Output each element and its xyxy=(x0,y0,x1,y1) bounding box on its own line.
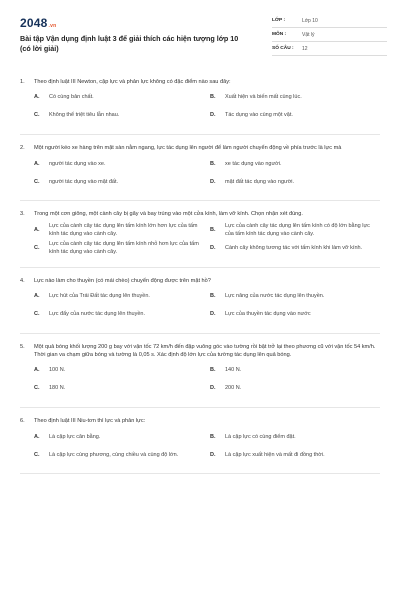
meta-value: 12 xyxy=(302,45,308,52)
logo-text: 2048 xyxy=(20,16,48,30)
option-text: Xuất hiện và biến mất cùng lúc. xyxy=(225,94,302,101)
option-text: Lực của cành cây tác dụng lên tấm kính có độ lớn bằng lực của tấm kính tác dụng vào cành cây. xyxy=(225,222,370,237)
answer-options xyxy=(20,288,380,324)
question-text xyxy=(20,277,380,285)
answer-options xyxy=(20,155,380,191)
option-text: Lực của thuyền tác dụng vào nước xyxy=(225,310,311,317)
answer-option[interactable] xyxy=(210,222,380,240)
option-text: 180 N. xyxy=(49,385,66,392)
option-text: Lực hút của Trái Đất tác dụng lên thuyền. xyxy=(49,292,150,299)
meta-value: Lớp 10 xyxy=(302,17,318,24)
option-text: Lực của cành cây tác dụng lên tấm kính nhỏ hơn lực của tấm kính tác dụng vào cành cây. xyxy=(49,240,199,255)
question-divider xyxy=(20,134,380,135)
answer-option[interactable] xyxy=(210,288,380,306)
option-letter: A. xyxy=(34,367,40,374)
question-number: 6. xyxy=(20,418,25,425)
question-number: 3. xyxy=(20,211,25,218)
answer-option[interactable] xyxy=(34,240,204,258)
question-number: 1. xyxy=(20,79,25,85)
answer-option[interactable] xyxy=(34,446,204,464)
answer-options xyxy=(20,89,380,125)
meta-value: Vật lý xyxy=(302,31,315,38)
question-item xyxy=(20,277,380,334)
site-logo[interactable] xyxy=(20,16,56,30)
answer-option[interactable] xyxy=(34,107,204,125)
question-text xyxy=(20,417,380,425)
option-text: người tác dụng vào mặt đất. xyxy=(49,178,119,185)
option-letter: B. xyxy=(210,433,216,440)
question-item xyxy=(20,144,380,201)
option-letter: C. xyxy=(34,310,40,317)
question-divider xyxy=(20,333,380,334)
answer-options xyxy=(20,362,380,398)
option-letter: D. xyxy=(210,244,216,251)
option-text: Cành cây không tương tác với tấm kính khi làm vỡ kính. xyxy=(225,244,363,251)
option-letter: A. xyxy=(34,94,40,101)
question-body: Lực nào làm cho thuyền (có mái chèo) chuyển động được trên mặt hồ? xyxy=(34,277,211,284)
meta-label: SỐ CÂU : xyxy=(272,46,294,51)
question-body: Một quả bóng khối lượng 200 g bay với vận tốc 72 km/h đến đập vuông góc vào tường rồi bật trở lại theo phương cũ với vận tốc 54 km/h. Thời gian va chạm giữa bóng và tường là 0,05 s. Xác định độ lớn lực của tường tác dụng lên quả bóng. xyxy=(34,343,376,359)
option-letter: D. xyxy=(210,112,216,119)
answer-option[interactable] xyxy=(34,288,204,306)
answer-option[interactable] xyxy=(210,155,380,173)
question-item xyxy=(20,210,380,267)
option-text: Lực đẩy của nước tác dụng lên thuyền. xyxy=(49,310,145,317)
question-item xyxy=(20,417,380,474)
meta-row-subject xyxy=(272,28,387,42)
option-text: Lực của cành cây tác dụng lên tấm kính lớn hơn lực của tấm kính tác dụng vào cành cây. xyxy=(49,222,198,237)
answer-option[interactable] xyxy=(210,428,380,446)
option-text: Lực nâng của nước tác dụng lên thuyền. xyxy=(225,292,325,299)
answer-option[interactable] xyxy=(34,306,204,324)
answer-options xyxy=(20,222,380,258)
answer-option[interactable] xyxy=(34,380,204,398)
question-divider xyxy=(20,407,380,408)
answer-option[interactable] xyxy=(34,155,204,173)
question-divider xyxy=(20,473,380,474)
answer-option[interactable] xyxy=(34,173,204,191)
option-text: 140 N. xyxy=(225,367,242,374)
question-body: Theo định luật III Niu-tơn thì lực và phản lực: xyxy=(34,418,146,425)
option-letter: B. xyxy=(210,160,216,167)
option-text: người tác dụng vào xe. xyxy=(49,160,106,167)
option-text: Không thể triệt tiêu lẫn nhau. xyxy=(49,112,120,119)
option-text: 200 N. xyxy=(225,385,242,392)
option-text: mặt đất tác dụng vào người. xyxy=(225,178,295,185)
answer-option[interactable] xyxy=(210,380,380,398)
document-meta xyxy=(272,14,387,56)
option-letter: A. xyxy=(34,160,40,167)
option-text: Tác dụng vào cùng một vật. xyxy=(225,112,293,119)
question-text xyxy=(20,343,380,359)
answer-option[interactable] xyxy=(210,89,380,107)
answer-option[interactable] xyxy=(34,362,204,380)
option-letter: C. xyxy=(34,385,40,392)
question-body: Một người kéo xe hàng trên mặt sàn nằm ngang, lực tác dụng lên người để làm người chuyển động về phía trước là lực mà xyxy=(34,145,342,152)
meta-row-grade xyxy=(272,14,387,28)
document-title: Bài tập Vận dụng định luật 3 để giải thích các hiện tượng lớp 10 (có lời giải) xyxy=(20,34,239,53)
answer-option[interactable] xyxy=(34,222,204,240)
option-letter: D. xyxy=(210,178,216,185)
option-letter: D. xyxy=(210,451,216,458)
answer-option[interactable] xyxy=(210,107,380,125)
option-text: Là cặp lực cùng phương, cùng chiều và cùng độ lớn. xyxy=(49,451,179,458)
option-letter: B. xyxy=(210,94,216,101)
question-number: 4. xyxy=(20,277,25,284)
question-item xyxy=(20,343,380,408)
option-letter: D. xyxy=(210,385,216,392)
answer-option[interactable] xyxy=(34,428,204,446)
question-item xyxy=(20,78,380,135)
option-letter: A. xyxy=(34,433,40,440)
option-letter: C. xyxy=(34,244,40,251)
answer-option[interactable] xyxy=(210,240,380,258)
question-body: Trong một cơn giông, một cành cây bị gãy và bay trúng vào một cửa kính, làm vỡ kính. Chọn nhận xét đúng. xyxy=(34,211,303,218)
logo-domain: .vn xyxy=(48,23,57,29)
option-letter: C. xyxy=(34,112,40,119)
question-list xyxy=(20,78,380,483)
option-letter: B. xyxy=(210,367,216,374)
option-letter: A. xyxy=(34,226,40,233)
answer-options xyxy=(20,428,380,464)
question-divider xyxy=(20,267,380,268)
page-header xyxy=(20,14,382,66)
question-text xyxy=(20,144,380,152)
option-text: 100 N. xyxy=(49,367,66,374)
question-divider xyxy=(20,200,380,201)
meta-label: MÔN : xyxy=(272,32,287,37)
option-text: Là cặp lực xuất hiện và mất đi đồng thời. xyxy=(225,451,325,458)
question-text xyxy=(20,78,380,86)
question-number: 2. xyxy=(20,145,25,152)
option-text: Có cùng bản chất. xyxy=(49,94,94,101)
option-letter: B. xyxy=(210,292,216,299)
question-text xyxy=(20,210,380,218)
option-text: Là cặp lực có cùng điểm đặt. xyxy=(225,433,296,440)
question-body: Theo định luật III Newton, cặp lực và phản lực không có đặc điểm nào sau đây: xyxy=(34,79,231,85)
answer-option[interactable] xyxy=(210,362,380,380)
option-letter: C. xyxy=(34,451,40,458)
option-letter: C. xyxy=(34,178,40,185)
answer-option[interactable] xyxy=(210,306,380,324)
answer-option[interactable] xyxy=(34,89,204,107)
meta-row-count xyxy=(272,42,387,56)
option-letter: A. xyxy=(34,292,40,299)
option-text: Là cặp lực cân bằng. xyxy=(49,433,101,440)
meta-label: LỚP : xyxy=(272,18,286,23)
option-text: xe tác dụng vào người. xyxy=(225,160,282,167)
answer-option[interactable] xyxy=(210,446,380,464)
option-letter: D. xyxy=(210,310,216,317)
question-number: 5. xyxy=(20,343,25,350)
option-letter: B. xyxy=(210,226,216,233)
answer-option[interactable] xyxy=(210,173,380,191)
